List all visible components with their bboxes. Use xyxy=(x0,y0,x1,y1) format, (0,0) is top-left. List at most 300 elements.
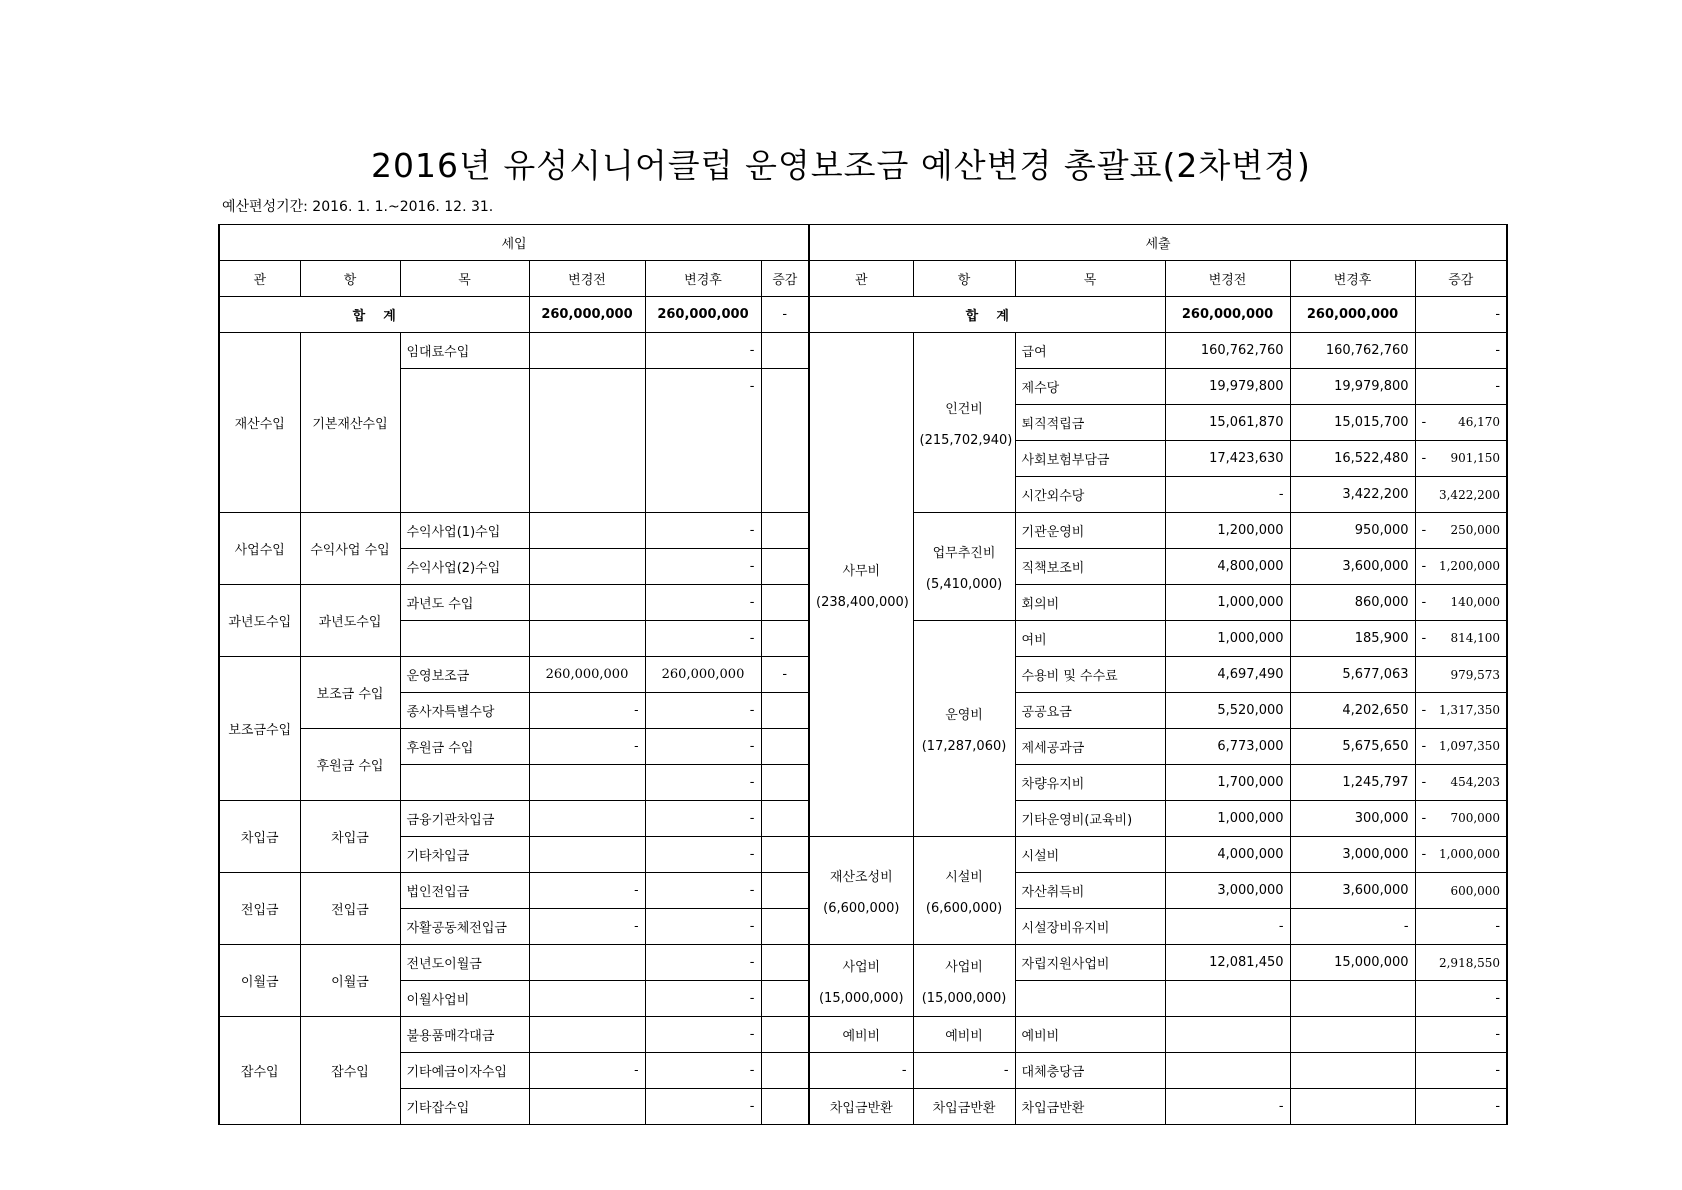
income-total-diff: - xyxy=(761,297,809,333)
income-mok: 수익사업(1)수입 xyxy=(400,513,529,549)
expense-before: 4,800,000 xyxy=(1165,549,1290,585)
income-diff xyxy=(761,369,809,513)
income-mok: 종사자특별수당 xyxy=(400,693,529,729)
expense-gwan-name: - xyxy=(901,1063,907,1078)
expense-diff-value: 46,170 xyxy=(1458,415,1501,429)
income-before: - xyxy=(529,909,645,945)
expense-diff-value: - xyxy=(1495,1099,1501,1114)
income-before xyxy=(529,513,645,549)
income-after: - xyxy=(645,369,761,513)
expense-diff-sign: - xyxy=(1421,775,1427,790)
expense-after: 3,000,000 xyxy=(1290,837,1415,873)
income-hang xyxy=(300,585,400,657)
expense-after: 950,000 xyxy=(1290,513,1415,549)
income-hang xyxy=(300,873,400,945)
expense-after: 5,677,063 xyxy=(1290,657,1415,693)
income-hang xyxy=(300,729,400,801)
expense-diff xyxy=(1415,441,1507,477)
expense-mok: 공공요금 xyxy=(1015,693,1165,729)
expense-before: 4,697,490 xyxy=(1165,657,1290,693)
income-gwan-name: 과년도수입 xyxy=(228,615,292,630)
budget-period: 예산편성기간: 2016. 1. 1.~2016. 12. 31. xyxy=(222,199,494,215)
expense-diff-sign: - xyxy=(1421,703,1427,718)
expense-gwan-name: 사무비 xyxy=(842,563,881,579)
expense-hang xyxy=(913,1053,1015,1089)
income-diff xyxy=(761,873,809,909)
income-before xyxy=(529,981,645,1017)
column-header-row xyxy=(219,261,1507,297)
expense-before: 1,000,000 xyxy=(1165,801,1290,837)
expense-mok: 대체충당금 xyxy=(1015,1053,1165,1089)
budget-summary-table xyxy=(218,224,1508,1125)
expense-before: 1,200,000 xyxy=(1165,513,1290,549)
income-mok: 전년도이월금 xyxy=(400,945,529,981)
expense-diff xyxy=(1415,477,1507,513)
expense-after: 15,015,700 xyxy=(1290,405,1415,441)
expense-section-title: 세출 xyxy=(809,225,1507,261)
income-hang-name: 차입금 xyxy=(331,831,369,846)
expense-diff-value: 1,000,000 xyxy=(1438,847,1501,861)
income-gwan xyxy=(219,585,300,657)
expense-diff xyxy=(1415,909,1507,945)
expense-after: 185,900 xyxy=(1290,621,1415,657)
expense-hang xyxy=(913,837,1015,945)
income-diff xyxy=(761,765,809,801)
expense-diff-sign: - xyxy=(1421,811,1427,826)
expense-diff xyxy=(1415,549,1507,585)
header-mok: 목 xyxy=(400,261,529,297)
income-mok: 수익사업(2)수입 xyxy=(400,549,529,585)
expense-mok: 회의비 xyxy=(1015,585,1165,621)
page-title: 2016년 유성시니어클럽 운영보조금 예산변경 총괄표(2차변경) xyxy=(371,146,1311,185)
income-diff xyxy=(761,549,809,585)
expense-after: 860,000 xyxy=(1290,585,1415,621)
income-before xyxy=(529,333,645,369)
budget-row xyxy=(219,945,1507,981)
expense-mok: 예비비 xyxy=(1015,1017,1165,1053)
header-after: 변경후 xyxy=(645,261,761,297)
expense-hang-name: 인건비 xyxy=(945,401,983,417)
income-gwan xyxy=(219,801,300,873)
income-mok: 기타예금이자수입 xyxy=(400,1053,529,1089)
expense-before: - xyxy=(1165,477,1290,513)
income-after: - xyxy=(645,729,761,765)
expense-before: 1,700,000 xyxy=(1165,765,1290,801)
expense-diff xyxy=(1415,1053,1507,1089)
income-mok: 과년도 수입 xyxy=(400,585,529,621)
budget-row xyxy=(219,1017,1507,1053)
income-after: - xyxy=(645,909,761,945)
expense-diff-sign: - xyxy=(1421,739,1427,754)
income-gwan-name: 재산수입 xyxy=(234,417,285,432)
income-diff xyxy=(761,1053,809,1089)
expense-after xyxy=(1290,1053,1415,1089)
expense-gwan xyxy=(809,1017,913,1053)
expense-diff xyxy=(1415,621,1507,657)
income-hang-name: 기본재산수입 xyxy=(312,417,388,432)
income-mok: 이월사업비 xyxy=(400,981,529,1017)
expense-hang xyxy=(913,621,1015,837)
income-total-label: 합 계 xyxy=(219,297,529,333)
expense-diff-sign: - xyxy=(1421,415,1427,430)
expense-after: 16,522,480 xyxy=(1290,441,1415,477)
expense-diff-value: 814,100 xyxy=(1450,631,1501,645)
expense-diff xyxy=(1415,873,1507,909)
expense-hang-name: 업무추진비 xyxy=(932,545,996,561)
expense-gwan-amount: (15,000,000) xyxy=(818,990,904,1006)
income-after: - xyxy=(645,513,761,549)
income-diff xyxy=(761,621,809,657)
expense-diff-value: - xyxy=(1495,379,1501,394)
income-before xyxy=(529,369,645,513)
expense-before: 6,773,000 xyxy=(1165,729,1290,765)
expense-gwan-amount: (6,600,000) xyxy=(823,900,900,916)
expense-diff xyxy=(1415,729,1507,765)
expense-before: - xyxy=(1165,1089,1290,1125)
income-gwan xyxy=(219,873,300,945)
expense-mok: 사회보험부담금 xyxy=(1015,441,1165,477)
income-diff xyxy=(761,585,809,621)
expense-hang xyxy=(913,333,1015,513)
expense-after xyxy=(1290,981,1415,1017)
income-diff xyxy=(761,909,809,945)
expense-before: 5,520,000 xyxy=(1165,693,1290,729)
income-before xyxy=(529,1017,645,1053)
expense-diff xyxy=(1415,837,1507,873)
expense-diff-value: 3,422,200 xyxy=(1438,487,1501,502)
header-hang: 항 xyxy=(300,261,400,297)
expense-before: 19,979,800 xyxy=(1165,369,1290,405)
expense-diff-value: - xyxy=(1495,343,1501,358)
expense-mok: 차량유지비 xyxy=(1015,765,1165,801)
expense-mok: 여비 xyxy=(1015,621,1165,657)
income-gwan xyxy=(219,333,300,513)
expense-gwan-amount: (238,400,000) xyxy=(816,594,909,610)
expense-diff xyxy=(1415,333,1507,369)
header-gwan-exp: 관 xyxy=(809,261,913,297)
income-after: - xyxy=(645,1089,761,1125)
expense-mok: 제수당 xyxy=(1015,369,1165,405)
expense-hang-amount: (15,000,000) xyxy=(921,990,1007,1006)
income-mok: 금융기관차입금 xyxy=(400,801,529,837)
income-hang xyxy=(300,1017,400,1125)
income-after: - xyxy=(645,801,761,837)
income-before: - xyxy=(529,1053,645,1089)
income-before xyxy=(529,945,645,981)
expense-hang-name: 차입금반환 xyxy=(932,1101,996,1116)
expense-before xyxy=(1165,1053,1290,1089)
income-diff xyxy=(761,837,809,873)
expense-gwan xyxy=(809,945,913,1017)
expense-diff-sign: - xyxy=(1421,631,1427,646)
income-before xyxy=(529,549,645,585)
header-diff: 증감 xyxy=(761,261,809,297)
expense-diff-sign: - xyxy=(1421,523,1427,538)
section-row xyxy=(219,225,1507,261)
expense-diff-value: 979,573 xyxy=(1450,667,1501,682)
expense-mok: 자립지원사업비 xyxy=(1015,945,1165,981)
income-gwan-name: 차입금 xyxy=(240,831,279,846)
income-gwan-name: 이월금 xyxy=(240,975,279,990)
income-before: - xyxy=(529,873,645,909)
expense-after: 19,979,800 xyxy=(1290,369,1415,405)
expense-mok: 제세공과금 xyxy=(1015,729,1165,765)
expense-before: 15,061,870 xyxy=(1165,405,1290,441)
expense-after: 3,600,000 xyxy=(1290,873,1415,909)
expense-mok: 기관운영비 xyxy=(1015,513,1165,549)
income-after: - xyxy=(645,981,761,1017)
income-after: - xyxy=(645,333,761,369)
expense-diff-value: 140,000 xyxy=(1450,595,1501,609)
expense-hang-name: 운영비 xyxy=(945,707,983,723)
income-before xyxy=(529,765,645,801)
header-hang-exp: 항 xyxy=(913,261,1015,297)
expense-total-before: 260,000,000 xyxy=(1165,297,1290,333)
expense-after: 15,000,000 xyxy=(1290,945,1415,981)
expense-before: 1,000,000 xyxy=(1165,621,1290,657)
expense-diff xyxy=(1415,405,1507,441)
income-diff xyxy=(761,1089,809,1125)
income-hang-name: 전입금 xyxy=(331,903,369,918)
income-diff xyxy=(761,729,809,765)
expense-diff-value: 2,918,550 xyxy=(1438,955,1501,970)
income-mok xyxy=(400,369,529,513)
income-after: - xyxy=(645,585,761,621)
expense-diff xyxy=(1415,1017,1507,1053)
expense-mok: 급여 xyxy=(1015,333,1165,369)
income-mok: 법인전입금 xyxy=(400,873,529,909)
expense-diff-sign: - xyxy=(1421,451,1427,466)
income-after: - xyxy=(645,549,761,585)
income-after: - xyxy=(645,693,761,729)
income-hang xyxy=(300,657,400,729)
income-hang xyxy=(300,333,400,513)
income-hang-name: 수익사업 수입 xyxy=(310,543,390,558)
budget-row xyxy=(219,837,1507,873)
income-before: - xyxy=(529,693,645,729)
expense-after: 160,762,760 xyxy=(1290,333,1415,369)
header-gwan: 관 xyxy=(219,261,300,297)
expense-before xyxy=(1165,1017,1290,1053)
expense-hang-amount: (6,600,000) xyxy=(925,900,1003,916)
expense-diff xyxy=(1415,369,1507,405)
income-before: - xyxy=(529,729,645,765)
income-gwan xyxy=(219,657,300,801)
expense-diff xyxy=(1415,945,1507,981)
expense-mok: 기타운영비(교육비) xyxy=(1015,801,1165,837)
expense-after: 4,202,650 xyxy=(1290,693,1415,729)
expense-diff xyxy=(1415,585,1507,621)
budget-row xyxy=(219,1089,1507,1125)
expense-gwan xyxy=(809,837,913,945)
income-diff xyxy=(761,693,809,729)
expense-hang-amount: (5,410,000) xyxy=(925,576,1003,592)
header-before-exp: 변경전 xyxy=(1165,261,1290,297)
income-after: - xyxy=(645,621,761,657)
expense-diff-value: - xyxy=(1495,991,1501,1006)
expense-after: 300,000 xyxy=(1290,801,1415,837)
income-diff xyxy=(761,801,809,837)
income-after: - xyxy=(645,945,761,981)
expense-diff-value: 454,203 xyxy=(1450,775,1501,789)
income-mok: 후원금 수입 xyxy=(400,729,529,765)
expense-hang xyxy=(913,945,1015,1017)
income-diff xyxy=(761,981,809,1017)
expense-diff xyxy=(1415,801,1507,837)
expense-hang-amount: (215,702,940) xyxy=(919,432,1013,448)
income-before xyxy=(529,585,645,621)
expense-before: 17,423,630 xyxy=(1165,441,1290,477)
income-mok: 기타잡수입 xyxy=(400,1089,529,1125)
expense-mok: 차입금반환 xyxy=(1015,1089,1165,1125)
income-hang xyxy=(300,801,400,873)
expense-mok: 수용비 및 수수료 xyxy=(1015,657,1165,693)
income-after: - xyxy=(645,1017,761,1053)
expense-mok: 시설비 xyxy=(1015,837,1165,873)
income-section-title: 세입 xyxy=(219,225,809,261)
income-diff xyxy=(761,513,809,549)
income-before: 260,000,000 xyxy=(529,657,645,693)
expense-diff xyxy=(1415,765,1507,801)
expense-diff-value: 1,097,350 xyxy=(1438,739,1501,753)
expense-hang xyxy=(913,513,1015,621)
income-total-after: 260,000,000 xyxy=(645,297,761,333)
expense-after: 5,675,650 xyxy=(1290,729,1415,765)
expense-before xyxy=(1165,981,1290,1017)
expense-total-diff: - xyxy=(1415,297,1507,333)
income-before xyxy=(529,837,645,873)
income-gwan-name: 잡수입 xyxy=(240,1065,279,1080)
expense-gwan xyxy=(809,333,913,837)
income-hang-name: 후원금 수입 xyxy=(316,759,384,774)
income-gwan-name: 전입금 xyxy=(240,903,279,918)
income-gwan xyxy=(219,945,300,1017)
expense-before: 12,081,450 xyxy=(1165,945,1290,981)
expense-before: 4,000,000 xyxy=(1165,837,1290,873)
income-after: - xyxy=(645,1053,761,1089)
expense-hang-name: 시설비 xyxy=(945,869,983,885)
expense-diff xyxy=(1415,1089,1507,1125)
expense-diff-sign: - xyxy=(1421,847,1427,862)
expense-after xyxy=(1290,1089,1415,1125)
income-after: - xyxy=(645,873,761,909)
income-diff xyxy=(761,945,809,981)
expense-after: 1,245,797 xyxy=(1290,765,1415,801)
expense-hang-name: 예비비 xyxy=(945,1029,983,1044)
income-mok: 불용품매각대금 xyxy=(400,1017,529,1053)
expense-before: 1,000,000 xyxy=(1165,585,1290,621)
income-hang-name: 이월금 xyxy=(331,975,369,990)
income-mok: 임대료수입 xyxy=(400,333,529,369)
income-hang-name: 과년도수입 xyxy=(318,615,382,630)
expense-after xyxy=(1290,1017,1415,1053)
expense-diff xyxy=(1415,513,1507,549)
income-after: - xyxy=(645,837,761,873)
expense-diff xyxy=(1415,657,1507,693)
expense-mok: 자산취득비 xyxy=(1015,873,1165,909)
expense-total-label: 합 계 xyxy=(809,297,1165,333)
income-hang-name: 잡수입 xyxy=(331,1065,369,1080)
expense-diff-value: 1,317,350 xyxy=(1438,703,1501,717)
expense-diff-sign: - xyxy=(1421,595,1427,610)
expense-hang-name: - xyxy=(1003,1063,1009,1078)
income-hang xyxy=(300,513,400,585)
expense-diff-value: 901,150 xyxy=(1450,451,1501,465)
income-mok: 기타차입금 xyxy=(400,837,529,873)
expense-after: 3,422,200 xyxy=(1290,477,1415,513)
expense-after: - xyxy=(1290,909,1415,945)
income-gwan-name: 보조금수입 xyxy=(228,723,292,738)
income-mok xyxy=(400,765,529,801)
expense-diff-sign: - xyxy=(1421,559,1427,574)
expense-diff-value: 700,000 xyxy=(1450,811,1501,825)
expense-mok xyxy=(1015,981,1165,1017)
budget-row xyxy=(219,333,1507,369)
expense-diff xyxy=(1415,981,1507,1017)
expense-before: 160,762,760 xyxy=(1165,333,1290,369)
header-mok-exp: 목 xyxy=(1015,261,1165,297)
expense-mok: 시설장비유지비 xyxy=(1015,909,1165,945)
header-diff-exp: 증감 xyxy=(1415,261,1507,297)
expense-gwan-name: 재산조성비 xyxy=(829,869,893,885)
income-total-before: 260,000,000 xyxy=(529,297,645,333)
expense-hang xyxy=(913,1017,1015,1053)
income-diff xyxy=(761,1017,809,1053)
expense-gwan xyxy=(809,1053,913,1089)
expense-hang-amount: (17,287,060) xyxy=(921,738,1007,754)
income-before xyxy=(529,1089,645,1125)
income-hang xyxy=(300,945,400,1017)
expense-gwan-name: 사업비 xyxy=(842,959,881,975)
income-after: - xyxy=(645,765,761,801)
income-diff: - xyxy=(761,657,809,693)
expense-hang xyxy=(913,1089,1015,1125)
expense-total-after: 260,000,000 xyxy=(1290,297,1415,333)
income-after: 260,000,000 xyxy=(645,657,761,693)
expense-diff-value: 1,200,000 xyxy=(1438,559,1501,573)
expense-gwan xyxy=(809,1089,913,1125)
budget-row xyxy=(219,1053,1507,1089)
expense-after: 3,600,000 xyxy=(1290,549,1415,585)
income-mok: 운영보조금 xyxy=(400,657,529,693)
income-mok xyxy=(400,621,529,657)
expense-mok: 직책보조비 xyxy=(1015,549,1165,585)
header-before: 변경전 xyxy=(529,261,645,297)
income-hang-name: 보조금 수입 xyxy=(316,687,384,702)
expense-diff-value: - xyxy=(1495,1063,1501,1078)
total-row xyxy=(219,297,1507,333)
expense-gwan-name: 예비비 xyxy=(842,1029,881,1044)
expense-before: 3,000,000 xyxy=(1165,873,1290,909)
expense-before: - xyxy=(1165,909,1290,945)
income-mok: 자활공동체전입금 xyxy=(400,909,529,945)
expense-diff-value: 600,000 xyxy=(1450,883,1501,898)
income-gwan xyxy=(219,1017,300,1125)
income-before xyxy=(529,621,645,657)
expense-diff xyxy=(1415,693,1507,729)
expense-mok: 시간외수당 xyxy=(1015,477,1165,513)
expense-gwan-name: 차입금반환 xyxy=(829,1101,893,1116)
expense-hang-name: 사업비 xyxy=(945,959,983,975)
expense-diff-value: - xyxy=(1495,919,1501,934)
expense-diff-value: 250,000 xyxy=(1450,523,1501,537)
income-gwan xyxy=(219,513,300,585)
income-gwan-name: 사업수입 xyxy=(234,543,285,558)
income-before xyxy=(529,801,645,837)
expense-mok: 퇴직적립금 xyxy=(1015,405,1165,441)
header-after-exp: 변경후 xyxy=(1290,261,1415,297)
expense-diff-value: - xyxy=(1495,1027,1501,1042)
